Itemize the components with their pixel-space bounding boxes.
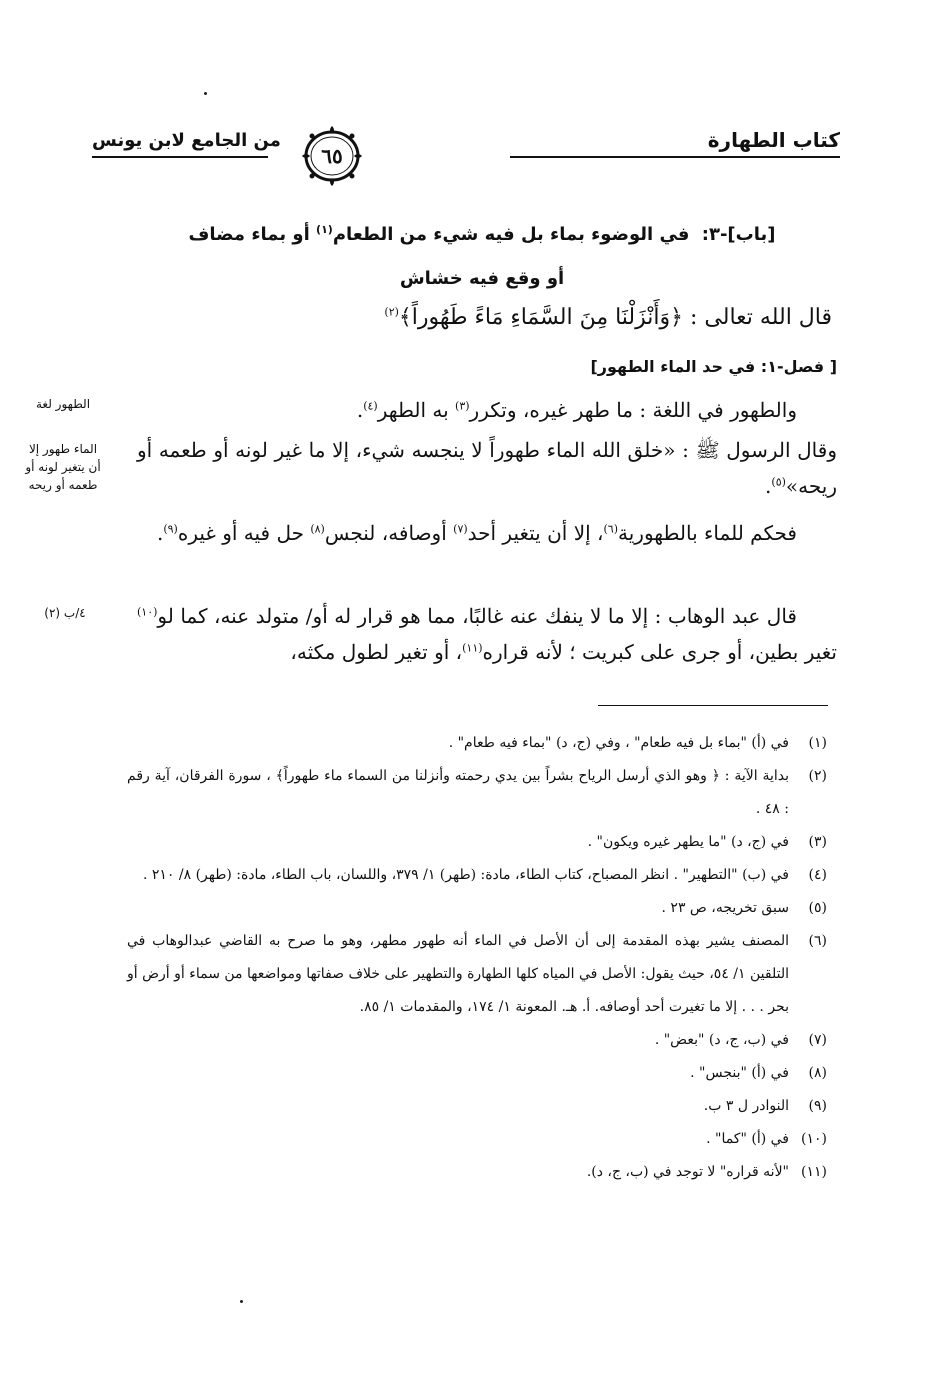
footnote-item <box>127 892 827 925</box>
footnote-number: (٤) <box>808 867 827 883</box>
footnote-text: في (أ) "بنجس" . <box>690 1065 789 1081</box>
text-run: والطهور في اللغة : ما طهر غيره، وتكرر <box>469 398 797 422</box>
footnote-item <box>127 1090 827 1123</box>
paragraph-1 <box>137 392 837 428</box>
footnote-text: في (أ) "كما" . <box>706 1131 789 1147</box>
footnote-ref[interactable]: (٢) <box>384 305 399 319</box>
text-run: ، إلا أن يتغير أحد <box>467 521 604 545</box>
text-run: . <box>356 398 364 422</box>
text-run: . <box>156 521 164 545</box>
footnote-ref[interactable]: (٩) <box>163 522 178 536</box>
margin-note-line: أن يتغير لونه أو <box>25 460 101 474</box>
text-run: . <box>765 474 772 498</box>
margin-note-taharah: الطهور لغة <box>35 397 91 411</box>
paragraph-4 <box>137 598 837 670</box>
footnote-ref[interactable]: (٧) <box>453 522 468 536</box>
footnote-number: (٧) <box>808 1032 827 1048</box>
paragraph-3 <box>137 515 837 551</box>
footnote-number: (٣) <box>808 834 827 850</box>
footnote-item <box>127 760 827 826</box>
chapter-heading-line-1 <box>132 213 832 257</box>
footnote-text: في (أ) "بماء بل فيه طعام" ، وفي (ج، د) "بماء فيه طعام" . <box>448 735 789 751</box>
chapter-heading-line-2: أو وقع فيه خشاش <box>399 268 565 289</box>
footnote-text: سبق تخريجه، ص ٢٣ . <box>661 900 789 916</box>
footnote-ref[interactable]: (٣) <box>455 399 470 413</box>
footnote-item <box>127 925 827 1024</box>
footnote-number: (٨) <box>808 1065 827 1081</box>
footnote-number: (١) <box>808 735 827 751</box>
footnote-number: (١١) <box>801 1164 827 1180</box>
paragraph-2 <box>137 432 837 504</box>
text-run: تغير بطين، أو جرى على كبريت ؛ لأنه قراره <box>482 640 837 664</box>
chapter-title-part-1: في الوضوء بماء بل فيه شيء من الطعام <box>332 224 690 245</box>
header-rule-right <box>510 156 840 158</box>
footnote-ref[interactable]: (١١) <box>462 641 483 655</box>
footnote-ref[interactable]: (٨) <box>310 522 325 536</box>
header-rule-left <box>92 156 268 158</box>
footnote-item <box>127 859 827 892</box>
footnote-number: (٦) <box>808 933 827 949</box>
scan-speck <box>240 1300 243 1303</box>
chapter-heading <box>132 213 832 301</box>
footnote-ref[interactable]: (٥) <box>771 475 786 489</box>
footnote-item <box>127 826 827 859</box>
footnote-number: (٥) <box>808 900 827 916</box>
footnote-ref[interactable]: (١٠) <box>137 605 158 619</box>
footnote-ref[interactable]: (٦) <box>603 522 619 536</box>
footnote-separator <box>598 705 828 706</box>
verse-text: ﴿وَأَنْزَلْنَا مِنَ السَّمَاءِ مَاءً طَهُوراً﴾ <box>398 305 684 330</box>
section-heading: [ فصل-١: في حد الماء الطهور] <box>590 357 837 376</box>
footnote-text: في (ج، د) "ما يطهر غيره ويكون" . <box>587 834 789 850</box>
footnote-item <box>127 1057 827 1090</box>
book-section-title: كتاب الطهارة <box>707 128 840 152</box>
running-header <box>92 128 840 188</box>
margin-note-line: الماء طهور إلا <box>28 442 98 456</box>
margin-note-water <box>18 440 108 494</box>
footnote-ref[interactable]: (١) <box>316 223 333 236</box>
verse-intro: قال الله تعالى : <box>690 305 832 330</box>
footnote-ref[interactable]: (٤) <box>363 399 378 413</box>
footnote-number: (١٠) <box>801 1131 827 1147</box>
footnote-text: المصنف يشير بهذه المقدمة إلى أن الأصل في الماء أنه طهور مطهر، وهو ما صرح به القاضي عبدالوهاب في التلقين ١/ ٥٤، حيث يقول: الأصل في المياه كلها الطهارة والتطهير على خلاف صفاتها ومواضعها من سماء أو أرض أو بحر . . . إلا ما تغيرت أحد أوصافه. أ. هـ. المعونة ١/ ١٧٤، والمقدمات ١/ ٨٥. <box>127 933 789 1015</box>
book-title: من الجامع لابن يونس <box>92 130 281 151</box>
footnote-number: (٩) <box>808 1098 827 1114</box>
text-run: أوصافه، لنجس <box>324 521 447 545</box>
scan-speck <box>204 92 207 95</box>
footnote-item <box>127 1156 827 1189</box>
manuscript-folio-marker: ٤/ب (٢) <box>44 606 86 620</box>
text-run: قال عبد الوهاب : إلا ما لا ينفك عنه غالبًا، مما هو قرار له أو/ متولد عنه، كما لو <box>157 604 797 628</box>
text-run: به الطهر <box>377 398 449 422</box>
footnote-item <box>127 727 827 760</box>
text-run: فحكم للماء بالطهورية <box>618 521 797 545</box>
footnote-text: في (ب) "التطهير" . انظر المصباح، كتاب الطاء، مادة: (طهر) ١/ ٣٧٩، واللسان، باب الطاء، مادة: (طهر) ٨/ ٢١٠ . <box>142 867 789 883</box>
quran-verse <box>112 305 832 330</box>
footnote-text: بداية الآية : ﴿ وهو الذي أرسل الرياح بشراً بين يدي رحمته وأنزلنا من السماء ماء طهوراً﴾ ، سورة الفرقان، آية رقم : ٤٨ . <box>127 768 789 817</box>
footnote-number: (٢) <box>808 768 827 784</box>
footnotes-list <box>127 727 827 1189</box>
chapter-label: [باب]-٣: <box>701 224 776 245</box>
page-number: ٦٥ <box>321 144 343 168</box>
footnote-text: "لأنه قراره" لا توجد في (ب، ج، د). <box>586 1164 789 1180</box>
footnote-text: في (ب، ج، د) "بعض" . <box>654 1032 789 1048</box>
text-run: وقال الرسول ﷺ : «خلق الله الماء طهوراً لا ينجسه شيء، إلا ما غير لونه أو طعمه أو ريحه» <box>137 438 837 498</box>
chapter-title-part-2: أو بماء مضاف <box>188 224 310 245</box>
margin-note-line: طعمه أو ريحه <box>28 478 98 492</box>
text-run: حل فيه أو غيره <box>177 521 304 545</box>
footnote-item <box>127 1123 827 1156</box>
footnote-text: النوادر ل ٣ ب. <box>703 1098 789 1114</box>
footnote-item <box>127 1024 827 1057</box>
text-run: ، أو تغير لطول مكثه، <box>290 640 463 664</box>
